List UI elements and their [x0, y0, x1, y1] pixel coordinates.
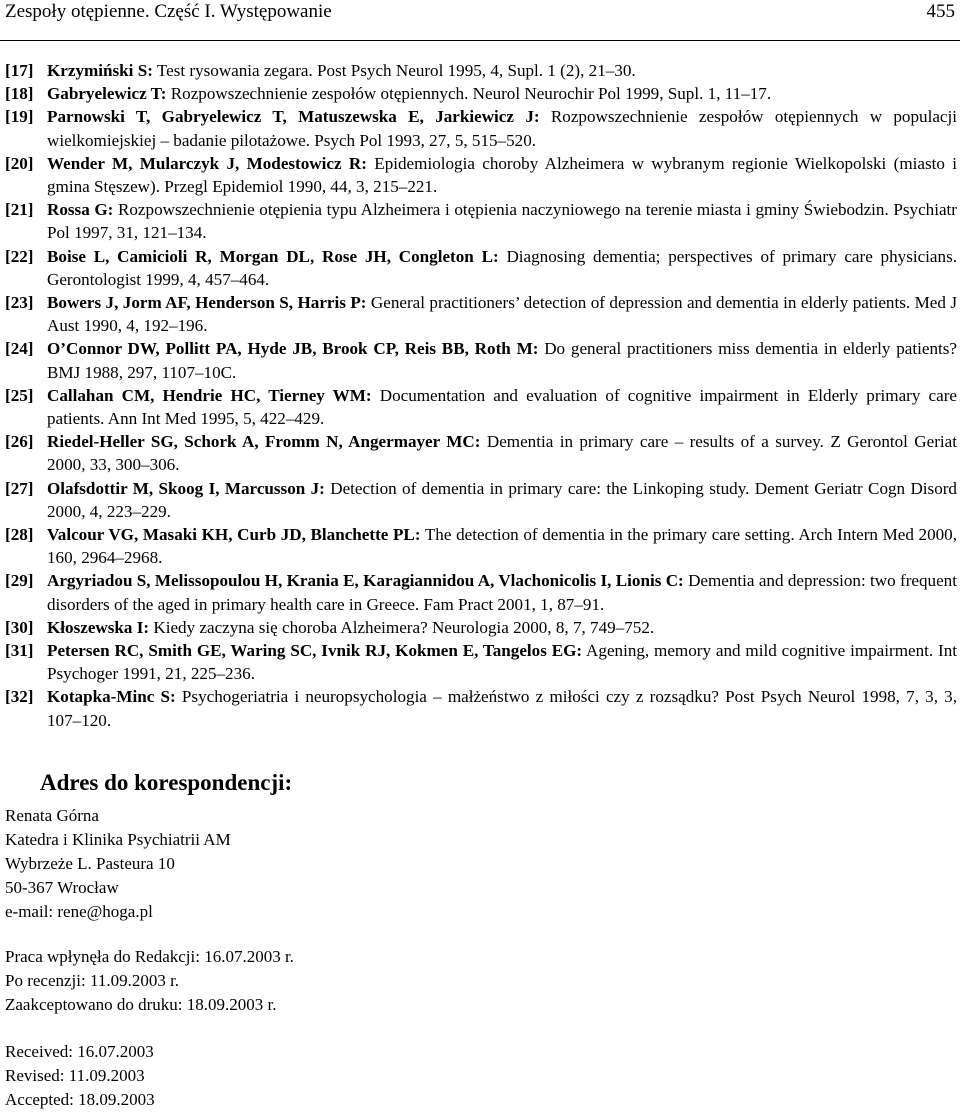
address-line: Wybrzeże L. Pasteura 10: [5, 854, 175, 873]
reference-authors: Wender M, Mularczyk J, Modestowicz R:: [47, 153, 367, 173]
reference-body: [47, 59, 957, 82]
reference-authors: Callahan CM, Hendrie HC, Tierney WM:: [47, 385, 372, 405]
reference-body: [47, 616, 957, 639]
reference-entry: [5, 430, 957, 476]
page-number: 455: [926, 1, 955, 22]
reference-number: [24]: [5, 339, 34, 359]
running-title: Zespoły otępienne. Część I. Występowanie: [5, 1, 332, 22]
reference-citation: Dementia in primary care – results of a survey. Z Gerontol Geriat 2000, 33, 300–306.: [47, 432, 957, 475]
correspondence-heading: Adres do korespondencji:: [40, 770, 293, 795]
reference-citation: The detection of dementia in the primary care setting. Arch Intern Med 2000, 160, 2964–2968.: [47, 525, 957, 568]
reference-body: [47, 639, 957, 685]
date-revised-pl: Po recenzji: 11.09.2003 r.: [5, 971, 180, 990]
address-line: Renata Górna: [5, 806, 99, 825]
reference-entry: [5, 152, 957, 198]
reference-citation: Do general practitioners miss dementia in elderly patients? BMJ 1988, 297, 1107–10C.: [47, 339, 957, 382]
reference-number: [28]: [5, 525, 34, 545]
date-accepted: Accepted: 18.09.2003: [5, 1090, 155, 1109]
reference-number: [26]: [5, 432, 34, 452]
date-received-pl: Praca wpłynęła do Redakcji: 16.07.2003 r.: [5, 947, 294, 966]
reference-number: [29]: [5, 571, 34, 591]
reference-entry: [5, 198, 957, 244]
reference-entry: [5, 337, 957, 383]
reference-body: [47, 384, 957, 430]
reference-citation: Dementia and depression: two frequent disorders of the aged in primary health care in Greece. Fam Pract 2001, 1, 87–91.: [47, 571, 957, 614]
reference-citation: Rozpowszechnienie otępienia typu Alzheimera i otępienia naczyniowego na terenie miasta i gminy Świebodzin. Psychiatr Pol 1997, 31, 121–134.: [47, 200, 957, 243]
reference-body: [47, 198, 957, 244]
reference-citation: Agening, memory and mild cognitive impairment. Int Psychoger 1991, 21, 225–236.: [47, 641, 957, 684]
address-email: e-mail: rene@hoga.pl: [5, 902, 153, 921]
reference-entry: [5, 105, 957, 151]
address-line: Katedra i Klinika Psychiatrii AM: [5, 830, 231, 849]
reference-body: [47, 569, 957, 615]
date-accepted-pl: Zaakceptowano do druku: 18.09.2003 r.: [5, 995, 277, 1014]
reference-authors: Valcour VG, Masaki KH, Curb JD, Blanchette PL:: [47, 525, 421, 545]
reference-citation: Psychogeriatria i neuropsychologia – małżeństwo z miłości czy z rozsądku? Post Psych Neurol 1998, 7, 3, 3, 107–120.: [47, 687, 957, 730]
reference-citation: Rozpowszechnienie zespołów otępiennych w populacji wielkomiejskiej – badanie pilotażowe. Psych Pol 1993, 27, 5, 515–520.: [47, 107, 957, 150]
reference-list: [5, 59, 957, 732]
reference-number: [22]: [5, 246, 34, 266]
reference-number: [27]: [5, 478, 34, 498]
address-line: 50-367 Wrocław: [5, 878, 119, 897]
reference-entry: [5, 384, 957, 430]
reference-number: [30]: [5, 617, 34, 637]
reference-body: [47, 523, 957, 569]
reference-number: [20]: [5, 153, 34, 173]
reference-authors: Rossa G:: [47, 200, 114, 220]
reference-number: [25]: [5, 385, 34, 405]
reference-authors: Boise L, Camicioli R, Morgan DL, Rose JH, Congleton L:: [47, 246, 499, 266]
reference-authors: Kłoszewska I:: [47, 617, 150, 637]
reference-entry: [5, 82, 957, 105]
reference-body: [47, 337, 957, 383]
reference-authors: Gabryelewicz T:: [47, 84, 167, 104]
reference-body: [47, 82, 957, 105]
reference-authors: Krzymiński S:: [47, 61, 153, 80]
reference-citation: Rozpowszechnienie zespołów otępiennych. Neurol Neurochir Pol 1999, Supl. 1, 11–17.: [166, 84, 772, 104]
header-rule: [0, 40, 960, 41]
date-revised: Revised: 11.09.2003: [5, 1066, 145, 1085]
reference-entry: [5, 59, 957, 82]
reference-body: [47, 685, 957, 731]
correspondence-address: [5, 804, 231, 924]
reference-authors: Argyriadou S, Melissopoulou H, Krania E, Karagiannidou A, Vlachonicolis I, Lionis C:: [47, 571, 684, 591]
reference-entry: [5, 685, 957, 731]
reference-citation: Detection of dementia in primary care: the Linkoping study. Dement Geriatr Cogn Disord 2000, 4, 223–229.: [47, 478, 957, 521]
reference-entry: [5, 523, 957, 569]
reference-citation: Diagnosing dementia; perspectives of primary care physicians. Gerontologist 1999, 4, 457–464.: [47, 246, 957, 289]
reference-entry: [5, 569, 957, 615]
reference-citation: Documentation and evaluation of cognitive impairment in Elderly primary care patients. Ann Int Med 1995, 5, 422–429.: [47, 385, 957, 429]
reference-number: [32]: [5, 687, 34, 707]
reference-entry: [5, 291, 957, 337]
reference-body: [47, 477, 957, 523]
reference-number: [17]: [5, 61, 34, 80]
reference-citation: General practitioners’ detection of depression and dementia in elderly patients. Med J Aust 1990, 4, 192–196.: [47, 293, 957, 336]
reference-citation: Test rysowania zegara. Post Psych Neurol 1995, 4, Supl. 1 (2), 21–30.: [152, 61, 636, 80]
reference-authors: Petersen RC, Smith GE, Waring SC, Ivnik RJ, Kokmen E, Tangelos EG:: [47, 641, 583, 661]
reference-authors: Riedel-Heller SG, Schork A, Fromm N, Angermayer MC:: [47, 432, 481, 452]
reference-body: [47, 152, 957, 198]
reference-number: [19]: [5, 107, 34, 127]
reference-body: [47, 430, 957, 476]
reference-body: [47, 291, 957, 337]
reference-authors: Parnowski T, Gabryelewicz T, Matuszewska E, Jarkiewicz J:: [47, 107, 540, 127]
reference-citation: Kiedy zaczyna się choroba Alzheimera? Neurologia 2000, 8, 7, 749–752.: [149, 617, 655, 637]
running-header: [5, 0, 955, 26]
reference-authors: O’Connor DW, Pollitt PA, Hyde JB, Brook CP, Reis BB, Roth M:: [47, 339, 539, 359]
reference-entry: [5, 245, 957, 291]
reference-entry: [5, 616, 957, 639]
dates-polish: [5, 945, 294, 1017]
reference-entry: [5, 639, 957, 685]
reference-authors: Olafsdottir M, Skoog I, Marcusson J:: [47, 478, 325, 498]
reference-authors: Bowers J, Jorm AF, Henderson S, Harris P:: [47, 293, 367, 313]
reference-number: [31]: [5, 641, 34, 661]
reference-number: [18]: [5, 84, 34, 104]
date-received: Received: 16.07.2003: [5, 1042, 154, 1061]
reference-citation: Epidemiologia choroby Alzheimera w wybranym regionie Wielkopolski (miasto i gmina Stęszew). Przegl Epidemiol 1990, 44, 3, 215–221.: [47, 153, 957, 197]
reference-body: [47, 105, 957, 151]
dates-english: [5, 1040, 155, 1112]
reference-number: [21]: [5, 200, 34, 220]
reference-body: [47, 245, 957, 291]
reference-number: [23]: [5, 293, 34, 313]
reference-entry: [5, 477, 957, 523]
reference-authors: Kotapka-Minc S:: [47, 687, 176, 707]
